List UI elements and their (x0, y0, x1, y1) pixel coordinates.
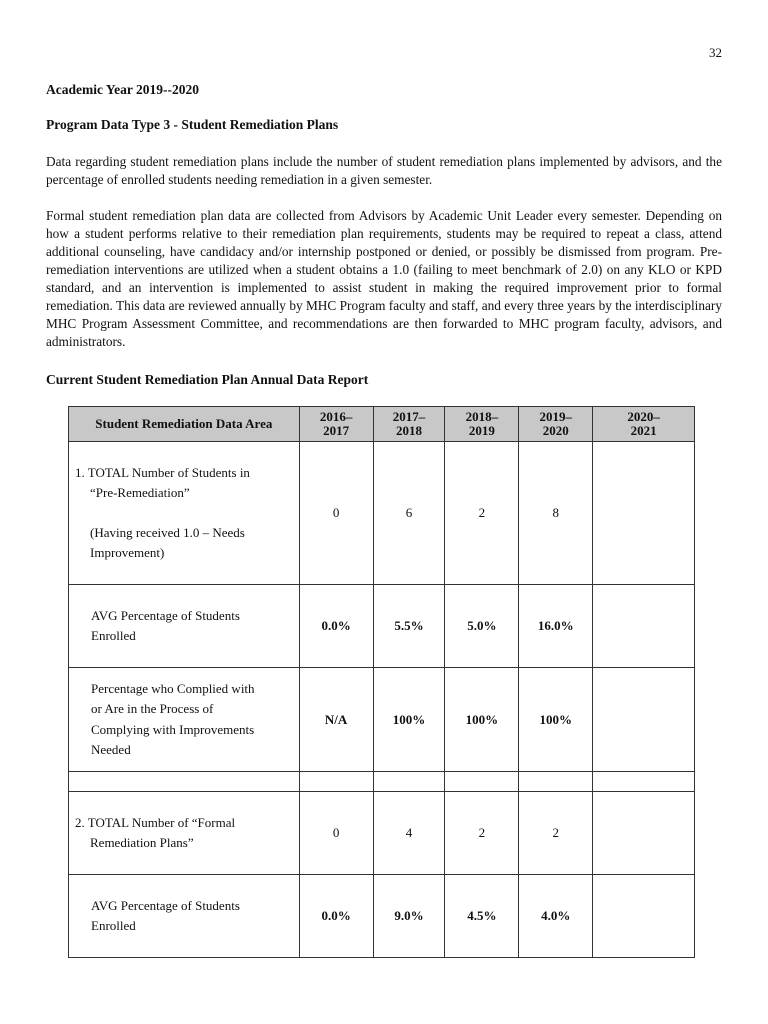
header-year-2019: 2019– 2020 (519, 407, 593, 442)
table-cell: N/A (299, 668, 373, 772)
table-cell: 100% (373, 668, 445, 772)
table-cell: 4.5% (445, 875, 519, 958)
table-cell (593, 668, 695, 772)
row-label: 1. TOTAL Number of Students in “Pre-Remediation” (Having received 1.0 – Needs Improvement) (69, 442, 300, 585)
report-title: Current Student Remediation Plan Annual Data Report (46, 372, 369, 387)
section-title: Program Data Type 3 - Student Remediation Plans (46, 117, 339, 132)
table-cell (593, 875, 695, 958)
header-year-2020: 2020– 2021 (593, 407, 695, 442)
table-cell: 9.0% (373, 875, 445, 958)
table-cell: 0 (299, 442, 373, 585)
table-cell: 16.0% (519, 585, 593, 668)
table-cell: 5.5% (373, 585, 445, 668)
table-cell: 2 (445, 442, 519, 585)
header-year-2018: 2018– 2019 (445, 407, 519, 442)
table-cell: 0.0% (299, 585, 373, 668)
page-number: 32 (709, 45, 722, 60)
row-label: AVG Percentage of Students Enrolled (69, 875, 300, 958)
intro-paragraph: Data regarding student remediation plans include the number of student remediation plans implemented by advisors, and the percentage of enrolled students needing remediation in a given semester. (46, 154, 722, 187)
header-year-2016: 2016– 2017 (299, 407, 373, 442)
table-cell (593, 585, 695, 668)
description-paragraph: Formal student remediation plan data are collected from Advisors by Academic Unit Leader every semester. Depending on how a student performs relative to their remediation plan requirements, students may be required to repeat a class, attend additional counseling, have candidacy and/or internship postponed or denied, or possibly be dismissed from program. Pre-remediation interventions are utilized when a student obtains a 1.0 (failing to meet benchmark of 2.0) on any KLO or KPD standard, and an intervention is implemented to assist student in making the required improvement prior to formal remediation. This data are reviewed annually by MHC Program faculty and staff, and every three years by the interdisciplinary MHC Program Assessment Committee, and recommendations are then forwarded to MHC program faculty, advisors, and administrators. (46, 208, 722, 349)
academic-year-heading: Academic Year 2019--2020 (46, 82, 199, 97)
table-cell: 4 (373, 792, 445, 875)
table-cell: 100% (445, 668, 519, 772)
table-cell: 100% (519, 668, 593, 772)
table-cell: 0.0% (299, 875, 373, 958)
table-row (69, 442, 695, 585)
row-label: Percentage who Complied with or Are in the Process of Complying with Improvements Needed (69, 668, 300, 772)
row-label: 2. TOTAL Number of “Formal Remediation Plans” (69, 792, 300, 875)
table-cell: 0 (299, 792, 373, 875)
remediation-data-table (68, 406, 695, 958)
table-row (69, 875, 695, 958)
table-row (69, 668, 695, 772)
header-data-area: Student Remediation Data Area (69, 407, 300, 442)
header-year-2017: 2017– 2018 (373, 407, 445, 442)
table-cell: 4.0% (519, 875, 593, 958)
table-header-row (69, 407, 695, 442)
table-row (69, 585, 695, 668)
spacer-row (69, 772, 695, 792)
table-row (69, 792, 695, 875)
table-cell: 6 (373, 442, 445, 585)
table-cell: 2 (445, 792, 519, 875)
row-label: AVG Percentage of Students Enrolled (69, 585, 300, 668)
table-cell: 2 (519, 792, 593, 875)
table-cell (593, 792, 695, 875)
table-cell: 8 (519, 442, 593, 585)
table-cell (593, 442, 695, 585)
table-cell: 5.0% (445, 585, 519, 668)
